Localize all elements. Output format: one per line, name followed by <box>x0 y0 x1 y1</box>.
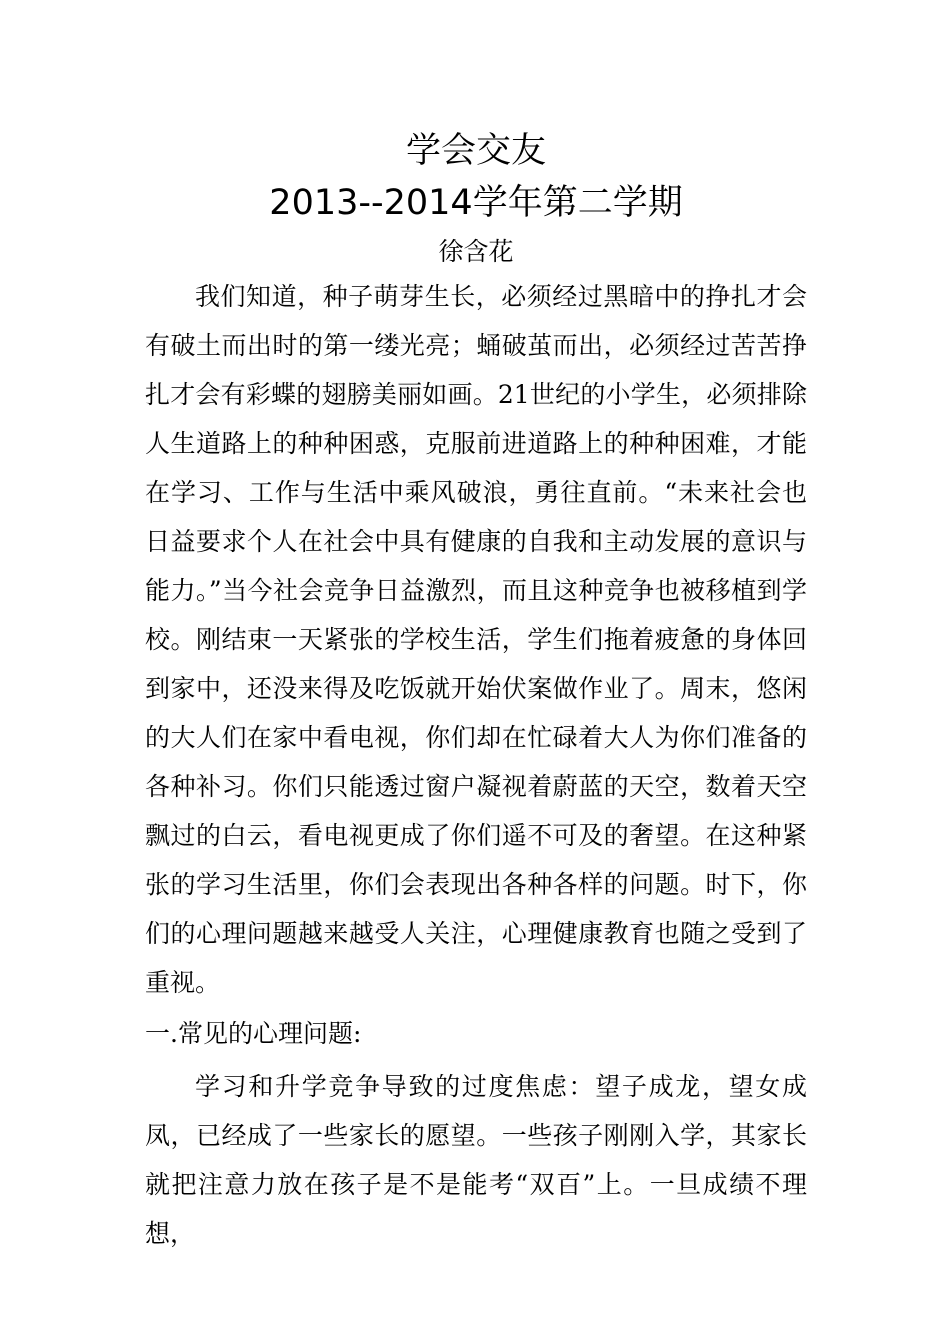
document-title: 学会交友 <box>405 131 546 171</box>
section-heading: 一.常见的心理问题: <box>145 1019 362 1048</box>
document-page <box>145 126 807 1258</box>
document-subtitle: 2013--2014学年第二学期 <box>269 183 683 223</box>
author-name: 徐含花 <box>438 237 514 266</box>
paragraph-intro: 我们知道，种子萌芽生长，必须经过黑暗中的挣扎才会有破土而出时的第一缕光亮；蛹破茧而出，必须经过苦苦挣扎才会有彩蝶的翅膀美丽如画。21世纪的小学生，必须排除人生道路上的种种困惑，克服前进道路上的种种困难，才能在学习、工作与生活中乘风破浪，勇往直前。“未来社会也日益要求个人在社会中具有健康的自我和主动发展的意识与能力。”当今社会竞争日益激烈，而且这种竞争也被移植到学校。刚结束一天紧张的学校生活，学生们拖着疲惫的身体回到家中，还没来得及吃饭就开始伏案做作业了。周末，悠闲的大人们在家中看电视，你们却在忙碌着大人为你们准备的各种补习。你们只能透过窗户凝视着蔚蓝的天空，数着天空飘过的白云，看电视更成了你们遥不可及的奢望。在这种紧张的学习生活里，你们会表现出各种各样的问题。时下，你们的心理问题越来越受人关注，心理健康教育也随之受到了重视。 <box>145 282 807 997</box>
paragraph-anxiety: 学习和升学竞争导致的过度焦虑：望子成龙，望女成凤，已经成了一些家长的愿望。一些孩子刚刚入学，其家长就把注意力放在孩子是不是能考“双百”上。一旦成绩不理想， <box>145 1072 807 1248</box>
